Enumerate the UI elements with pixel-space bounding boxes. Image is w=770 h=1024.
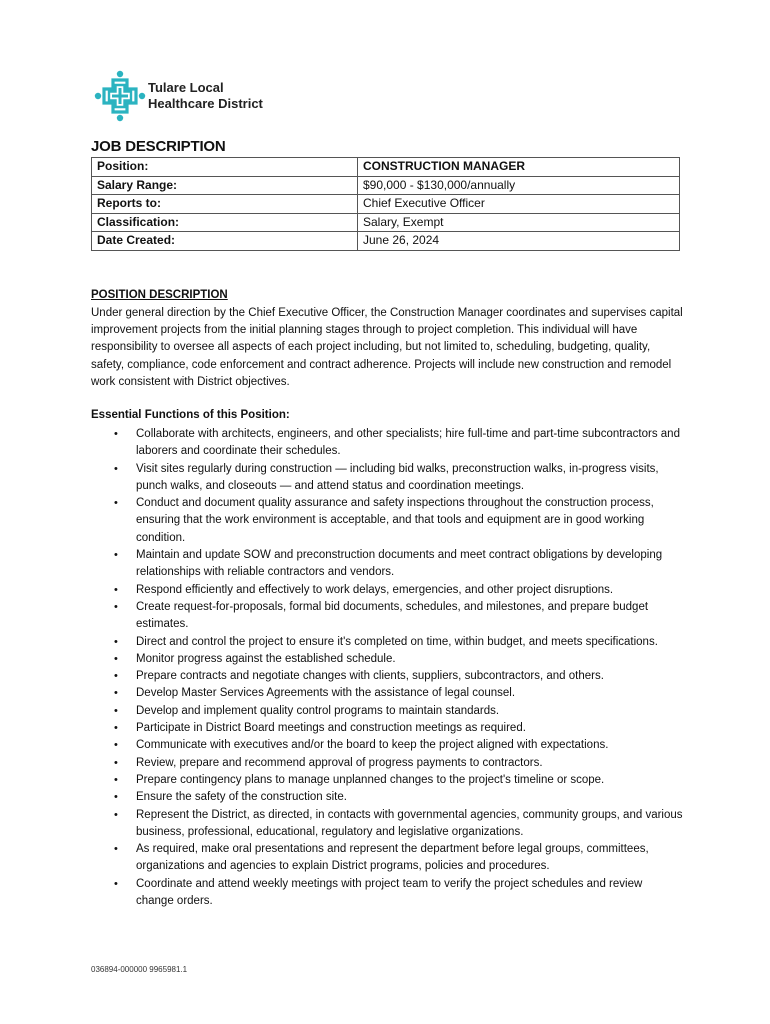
list-item [91,841,683,876]
info-value-reports-to: Chief Executive Officer [358,195,680,214]
list-item [91,582,683,599]
list-item-text: Monitor progress against the established schedule. [136,652,396,665]
table-row [92,213,680,232]
bullet-icon: • [114,739,118,752]
list-item-text: Develop and implement quality control programs to maintain standards. [136,704,500,717]
list-item [91,720,683,737]
district-logo [94,70,274,122]
list-item-text: Review, prepare and recommend approval of progress payments to contractors. [136,756,543,769]
list-item-text: Conduct and document quality assurance and safety inspections throughout the construction process, ensuring that the work environment is acceptable, and that tools and equipment are in good working condition. [136,497,654,544]
logo-line-2: Healthcare District [148,96,263,111]
bullet-icon: • [114,791,118,804]
list-item [91,599,683,634]
list-item-text: Coordinate and attend weekly meetings with project team to verify the project schedules and review change orders. [136,877,643,908]
list-item-text: Ensure the safety of the construction site. [136,791,347,804]
bullet-icon: • [114,722,118,735]
list-item [91,789,683,806]
list-item-text: Prepare contingency plans to manage unplanned changes to the project's timeline or scope. [136,773,605,786]
info-value-position: CONSTRUCTION MANAGER [358,158,680,177]
document-title: JOB DESCRIPTION [91,138,226,155]
list-item [91,668,683,685]
info-label-reports-to: Reports to: [92,195,358,214]
list-item-text: Represent the District, as directed, in contacts with governmental agencies, community groups, and various business, professional, educational, regulatory and legislative organizations. [136,808,683,838]
info-label-date-created: Date Created: [92,232,358,251]
list-item [91,703,683,720]
bullet-icon: • [114,877,118,890]
list-item [91,876,683,911]
bullet-icon: • [114,549,118,562]
list-item [91,685,683,702]
bullet-icon: • [114,635,118,648]
document-footer-id: 036894-000000 9965981.1 [91,965,188,974]
list-item [91,461,683,496]
list-item [91,495,683,547]
bullet-icon: • [114,808,118,821]
bullet-icon: • [114,462,118,475]
job-info-table [91,157,680,251]
list-item-text: Respond efficiently and effectively to work delays, emergencies, and other project disruptions. [136,583,614,596]
info-value-classification: Salary, Exempt [358,213,680,232]
info-value-date-created: June 26, 2024 [358,232,680,251]
info-label-classification: Classification: [92,213,358,232]
bullet-icon: • [114,773,118,786]
bullet-icon: • [114,843,118,856]
table-row [92,195,680,214]
list-item-text: As required, make oral presentations and represent the department before legal groups, committees, organizations and agencies to explain District programs, policies and procedures. [136,843,649,873]
list-item [91,807,683,842]
bullet-icon: • [114,600,118,613]
list-item-text: Create request-for-proposals, formal bid documents, schedules, and milestones, and prepare budget estimates. [136,600,649,631]
position-description-heading: POSITION DESCRIPTION [91,289,228,301]
bullet-icon: • [114,583,118,596]
bullet-icon: • [114,756,118,769]
list-item [91,426,683,461]
bullet-icon: • [114,687,118,700]
bullet-icon: • [114,704,118,717]
list-item-text: Prepare contracts and negotiate changes with clients, suppliers, subcontractors, and others. [136,670,604,683]
list-item [91,634,683,651]
list-item [91,755,683,772]
list-item-text: Collaborate with architects, engineers, and other specialists; hire full-time and part-time subcontractors and laborers and coordinate their schedules. [136,428,680,458]
list-item-text: Communicate with executives and/or the board to keep the project aligned with expectations. [136,739,609,752]
position-description-text: Under general direction by the Chief Executive Officer, the Construction Manager coordinates and supervises capital improvement projects from the initial planning stages through to project completion. This individual will have responsibility to oversee all aspects of each project including, but not limited to, scheduling, budgeting, quality, safety, compliance, code enforcement and contract adherence. Projects will include new construction and remodel work consistent with District objectives. [91,307,683,388]
logo-line-1: Tulare Local [148,80,224,95]
medical-cross-icon [94,70,146,122]
list-item-text: Participate in District Board meetings and construction meetings as required. [136,722,526,735]
list-item [91,547,683,582]
list-item [91,772,683,789]
list-item-text: Develop Master Services Agreements with the assistance of legal counsel. [136,687,516,700]
list-item [91,737,683,754]
list-item-text: Direct and control the project to ensure it's completed on time, within budget, and meets specifications. [136,635,658,648]
list-item-text: Maintain and update SOW and preconstruction documents and meet contract obligations by developing relationships with reliable contractors and vendors. [136,549,663,579]
bullet-icon: • [114,497,118,510]
table-row [92,158,680,177]
essential-functions-heading: Essential Functions of this Position: [91,409,290,421]
essential-functions-list [91,426,683,910]
table-row [92,232,680,251]
bullet-icon: • [114,652,118,665]
info-value-salary: $90,000 - $130,000/annually [358,176,680,195]
list-item [91,651,683,668]
info-label-position: Position: [92,158,358,177]
table-row [92,176,680,195]
bullet-icon: • [114,670,118,683]
info-label-salary: Salary Range: [92,176,358,195]
bullet-icon: • [114,428,118,440]
list-item-text: Visit sites regularly during construction — including bid walks, preconstruction walks, in-progress visits, punch walks, and closeouts — and attend status and coordination meetings. [136,462,659,492]
